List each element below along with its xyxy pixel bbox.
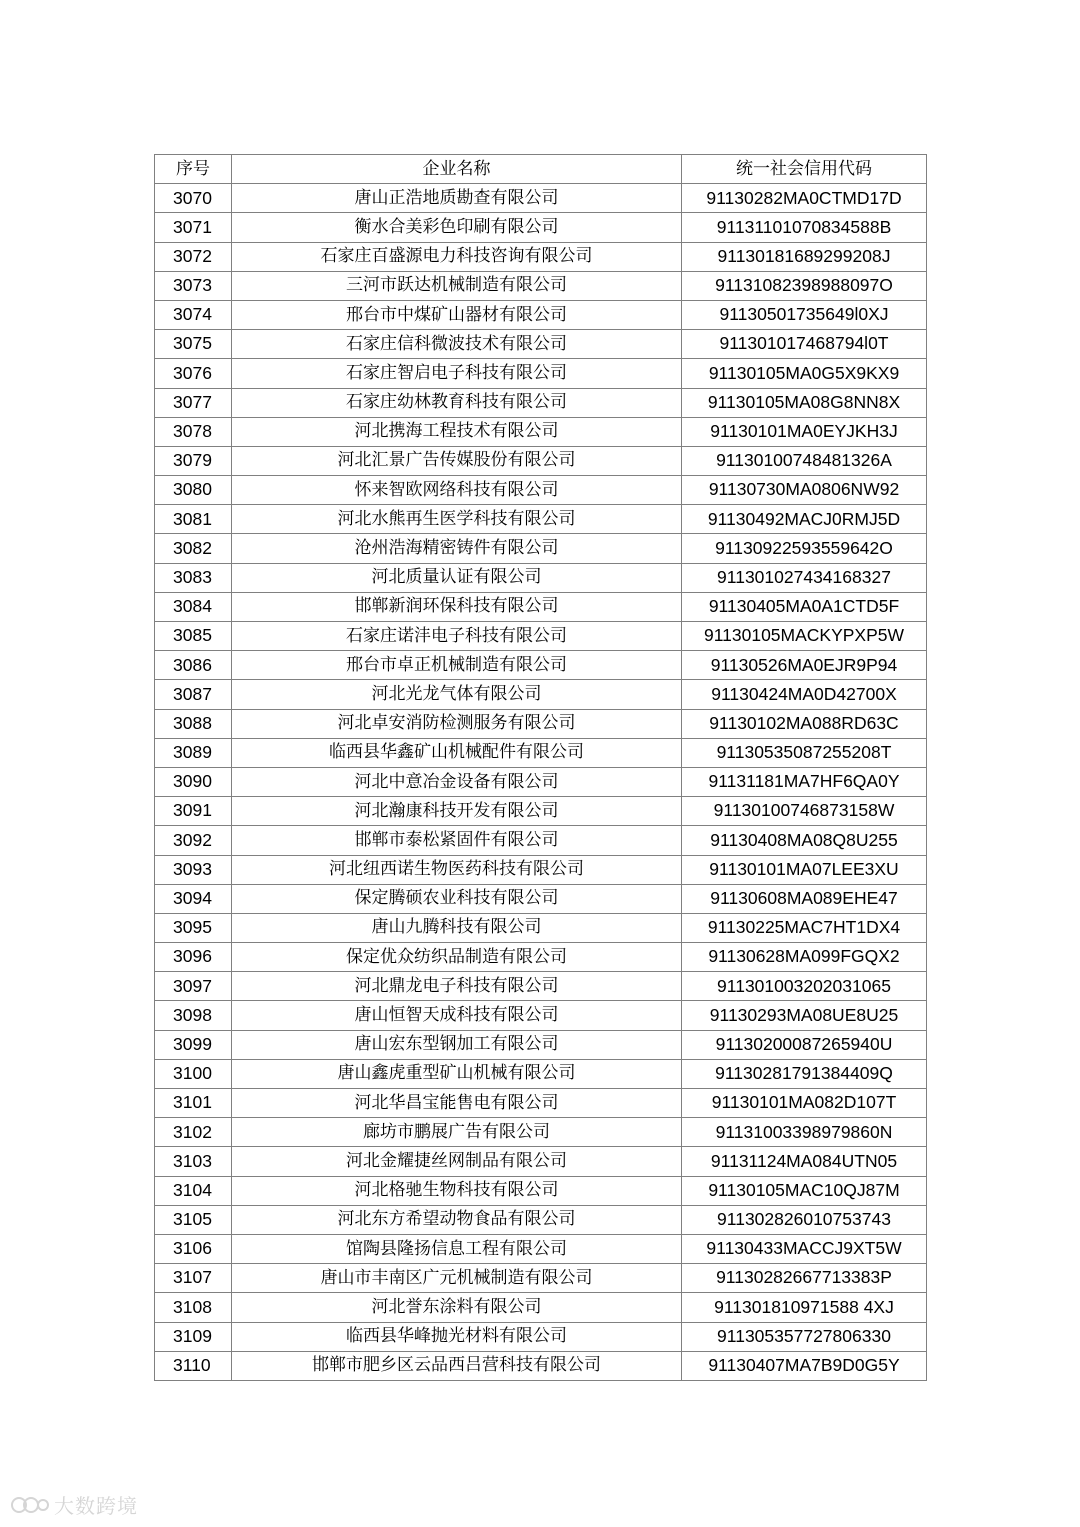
row-code-cell: 91130105MACKYPXP5W: [682, 622, 927, 651]
row-seq-cell: 3070: [155, 184, 232, 213]
row-seq-cell: 3104: [155, 1176, 232, 1205]
row-name-cell: 临西县华鑫矿山机械配件有限公司: [232, 738, 682, 767]
row-code-cell: 91130101MA082D107T: [682, 1089, 927, 1118]
row-name-cell: 河北鼎龙电子科技有限公司: [232, 972, 682, 1001]
row-seq-cell: 3080: [155, 476, 232, 505]
table-row: [155, 709, 927, 738]
row-seq-cell: 3088: [155, 709, 232, 738]
row-name-cell: 河北光龙气体有限公司: [232, 680, 682, 709]
table-row: [155, 417, 927, 446]
row-code-cell: 91131101070834588B: [682, 213, 927, 242]
table-row: [155, 534, 927, 563]
row-seq-cell: 3101: [155, 1089, 232, 1118]
table-row: [155, 330, 927, 359]
table-row: [155, 1147, 927, 1176]
row-name-cell: 河北卓安消防检测服务有限公司: [232, 709, 682, 738]
table-row: [155, 1322, 927, 1351]
row-seq-cell: 3100: [155, 1059, 232, 1088]
table-row: [155, 622, 927, 651]
row-name-cell: 唐山宏东型钢加工有限公司: [232, 1030, 682, 1059]
row-name-cell: 邢台市中煤矿山器材有限公司: [232, 300, 682, 329]
row-seq-cell: 3085: [155, 622, 232, 651]
table-row: [155, 592, 927, 621]
row-seq-cell: 3107: [155, 1264, 232, 1293]
row-seq-cell: 3094: [155, 884, 232, 913]
table-row: [155, 797, 927, 826]
table-row: [155, 680, 927, 709]
row-name-cell: 河北誉东涂料有限公司: [232, 1293, 682, 1322]
table-row: [155, 826, 927, 855]
row-name-cell: 邯郸市泰松紧固件有限公司: [232, 826, 682, 855]
header-code: 统一社会信用代码: [682, 155, 927, 184]
row-seq-cell: 3087: [155, 680, 232, 709]
row-seq-cell: 3097: [155, 972, 232, 1001]
row-seq-cell: 3081: [155, 505, 232, 534]
table-row: [155, 855, 927, 884]
row-code-cell: 91130407MA7B9D0G5Y: [682, 1351, 927, 1380]
row-name-cell: 邯郸新润环保科技有限公司: [232, 592, 682, 621]
row-name-cell: 石家庄信科微波技术有限公司: [232, 330, 682, 359]
row-name-cell: 唐山恒智天成科技有限公司: [232, 1001, 682, 1030]
table-row: [155, 913, 927, 942]
row-code-cell: 911301003202031065: [682, 972, 927, 1001]
row-code-cell: 91130433MACCJ9XT5W: [682, 1234, 927, 1263]
table-row: [155, 1176, 927, 1205]
row-code-cell: 91130101MA0EYJKH3J: [682, 417, 927, 446]
table-row: [155, 1351, 927, 1380]
row-code-cell: 91130200087265940U: [682, 1030, 927, 1059]
table-row: [155, 767, 927, 796]
row-seq-cell: 3102: [155, 1118, 232, 1147]
row-name-cell: 馆陶县隆扬信息工程有限公司: [232, 1234, 682, 1263]
row-code-cell: 91130281791384409Q: [682, 1059, 927, 1088]
row-seq-cell: 3072: [155, 242, 232, 271]
row-name-cell: 唐山市丰南区广元机械制造有限公司: [232, 1264, 682, 1293]
row-seq-cell: 3092: [155, 826, 232, 855]
row-code-cell: 91130181689299208J: [682, 242, 927, 271]
row-code-cell: 91130501735649l0XJ: [682, 300, 927, 329]
row-seq-cell: 3093: [155, 855, 232, 884]
row-name-cell: 河北汇景广告传媒股份有限公司: [232, 446, 682, 475]
table-row: [155, 563, 927, 592]
row-code-cell: 91130293MA08UE8U25: [682, 1001, 927, 1030]
row-seq-cell: 3106: [155, 1234, 232, 1263]
row-code-cell: 91131124MA084UTN05: [682, 1147, 927, 1176]
row-code-cell: 911301810971588 4XJ: [682, 1293, 927, 1322]
row-seq-cell: 3090: [155, 767, 232, 796]
row-code-cell: 911301017468794l0T: [682, 330, 927, 359]
row-code-cell: 91130100748481326A: [682, 446, 927, 475]
row-code-cell: 91130424MA0D42700X: [682, 680, 927, 709]
row-name-cell: 河北纽西诺生物医药科技有限公司: [232, 855, 682, 884]
row-seq-cell: 3082: [155, 534, 232, 563]
row-name-cell: 唐山鑫虎重型矿山机械有限公司: [232, 1059, 682, 1088]
row-name-cell: 河北水熊再生医学科技有限公司: [232, 505, 682, 534]
table-row: [155, 184, 927, 213]
row-seq-cell: 3076: [155, 359, 232, 388]
row-name-cell: 邢台市卓正机械制造有限公司: [232, 651, 682, 680]
row-code-cell: 91130101MA07LEE3XU: [682, 855, 927, 884]
row-name-cell: 唐山正浩地质勘查有限公司: [232, 184, 682, 213]
row-code-cell: 91130282667713383P: [682, 1264, 927, 1293]
row-name-cell: 保定优众纺织品制造有限公司: [232, 943, 682, 972]
table-row: [155, 388, 927, 417]
row-code-cell: 911302826010753743: [682, 1205, 927, 1234]
row-seq-cell: 3096: [155, 943, 232, 972]
row-name-cell: 沧州浩海精密铸件有限公司: [232, 534, 682, 563]
row-name-cell: 邯郸市肥乡区云品西吕营科技有限公司: [232, 1351, 682, 1380]
row-code-cell: 91130225MAC7HT1DX4: [682, 913, 927, 942]
table-row: [155, 972, 927, 1001]
watermark-text: 大数跨境: [54, 1494, 138, 1518]
row-seq-cell: 3110: [155, 1351, 232, 1380]
row-code-cell: 911305357727806330: [682, 1322, 927, 1351]
table-row: [155, 300, 927, 329]
row-seq-cell: 3099: [155, 1030, 232, 1059]
table-row: [155, 651, 927, 680]
row-name-cell: 临西县华峰抛光材料有限公司: [232, 1322, 682, 1351]
table-row: [155, 1059, 927, 1088]
table-body: [155, 184, 927, 1381]
row-seq-cell: 3091: [155, 797, 232, 826]
row-name-cell: 河北质量认证有限公司: [232, 563, 682, 592]
row-seq-cell: 3084: [155, 592, 232, 621]
row-code-cell: 91130730MA0806NW92: [682, 476, 927, 505]
row-seq-cell: 3095: [155, 913, 232, 942]
row-name-cell: 河北携海工程技术有限公司: [232, 417, 682, 446]
row-seq-cell: 3089: [155, 738, 232, 767]
table-row: [155, 1264, 927, 1293]
row-seq-cell: 3073: [155, 271, 232, 300]
table-row: [155, 1234, 927, 1263]
row-seq-cell: 3109: [155, 1322, 232, 1351]
table-row: [155, 505, 927, 534]
row-name-cell: 唐山九腾科技有限公司: [232, 913, 682, 942]
row-code-cell: 91130102MA088RD63C: [682, 709, 927, 738]
row-name-cell: 怀来智欧网络科技有限公司: [232, 476, 682, 505]
row-name-cell: 石家庄诺沣电子科技有限公司: [232, 622, 682, 651]
row-code-cell: 91131181MA7HF6QA0Y: [682, 767, 927, 796]
table-row: [155, 271, 927, 300]
table-row: [155, 213, 927, 242]
table-row: [155, 1118, 927, 1147]
row-code-cell: 91130922593559642O: [682, 534, 927, 563]
row-code-cell: 91130608MA089EHE47: [682, 884, 927, 913]
row-name-cell: 河北华昌宝能售电有限公司: [232, 1089, 682, 1118]
table-row: [155, 1001, 927, 1030]
row-code-cell: 91130105MA08G8NN8X: [682, 388, 927, 417]
table-row: [155, 1030, 927, 1059]
row-name-cell: 河北格驰生物科技有限公司: [232, 1176, 682, 1205]
table-row: [155, 446, 927, 475]
row-code-cell: 91130526MA0EJR9P94: [682, 651, 927, 680]
row-seq-cell: 3108: [155, 1293, 232, 1322]
table-row: [155, 884, 927, 913]
row-code-cell: 91130405MA0A1CTD5F: [682, 592, 927, 621]
row-code-cell: 91131082398988097O: [682, 271, 927, 300]
row-name-cell: 石家庄百盛源电力科技咨询有限公司: [232, 242, 682, 271]
table-row: [155, 359, 927, 388]
row-name-cell: 河北瀚康科技开发有限公司: [232, 797, 682, 826]
row-seq-cell: 3098: [155, 1001, 232, 1030]
table-row: [155, 476, 927, 505]
row-code-cell: 911301027434168327: [682, 563, 927, 592]
row-code-cell: 91130105MAC10QJ87M: [682, 1176, 927, 1205]
table-row: [155, 943, 927, 972]
row-name-cell: 河北中意冶金设备有限公司: [232, 767, 682, 796]
row-seq-cell: 3086: [155, 651, 232, 680]
row-code-cell: 91130535087255208T: [682, 738, 927, 767]
row-code-cell: 91131003398979860N: [682, 1118, 927, 1147]
table-header-row: [155, 155, 927, 184]
row-code-cell: 91130105MA0G5X9KX9: [682, 359, 927, 388]
brand-logo-icon: [10, 1494, 50, 1516]
row-code-cell: 91130282MA0CTMD17D: [682, 184, 927, 213]
row-seq-cell: 3074: [155, 300, 232, 329]
table-row: [155, 1293, 927, 1322]
table-row: [155, 242, 927, 271]
row-name-cell: 廊坊市鹏展广告有限公司: [232, 1118, 682, 1147]
row-seq-cell: 3075: [155, 330, 232, 359]
row-name-cell: 保定腾硕农业科技有限公司: [232, 884, 682, 913]
row-seq-cell: 3079: [155, 446, 232, 475]
row-name-cell: 河北金耀捷丝网制品有限公司: [232, 1147, 682, 1176]
row-name-cell: 石家庄智启电子科技有限公司: [232, 359, 682, 388]
enterprise-table: [154, 154, 927, 1381]
row-name-cell: 石家庄幼林教育科技有限公司: [232, 388, 682, 417]
row-seq-cell: 3071: [155, 213, 232, 242]
row-seq-cell: 3103: [155, 1147, 232, 1176]
table-row: [155, 1089, 927, 1118]
row-code-cell: 91130100746873158W: [682, 797, 927, 826]
table-row: [155, 738, 927, 767]
row-name-cell: 衡水合美彩色印刷有限公司: [232, 213, 682, 242]
row-seq-cell: 3078: [155, 417, 232, 446]
watermark: [10, 1490, 138, 1519]
row-code-cell: 91130408MA08Q8U255: [682, 826, 927, 855]
row-seq-cell: 3083: [155, 563, 232, 592]
row-seq-cell: 3077: [155, 388, 232, 417]
row-code-cell: 91130492MACJ0RMJ5D: [682, 505, 927, 534]
row-name-cell: 河北东方希望动物食品有限公司: [232, 1205, 682, 1234]
row-name-cell: 三河市跃达机械制造有限公司: [232, 271, 682, 300]
table-row: [155, 1205, 927, 1234]
row-seq-cell: 3105: [155, 1205, 232, 1234]
row-code-cell: 91130628MA099FGQX2: [682, 943, 927, 972]
header-seq: 序号: [155, 155, 232, 184]
header-name: 企业名称: [232, 155, 682, 184]
